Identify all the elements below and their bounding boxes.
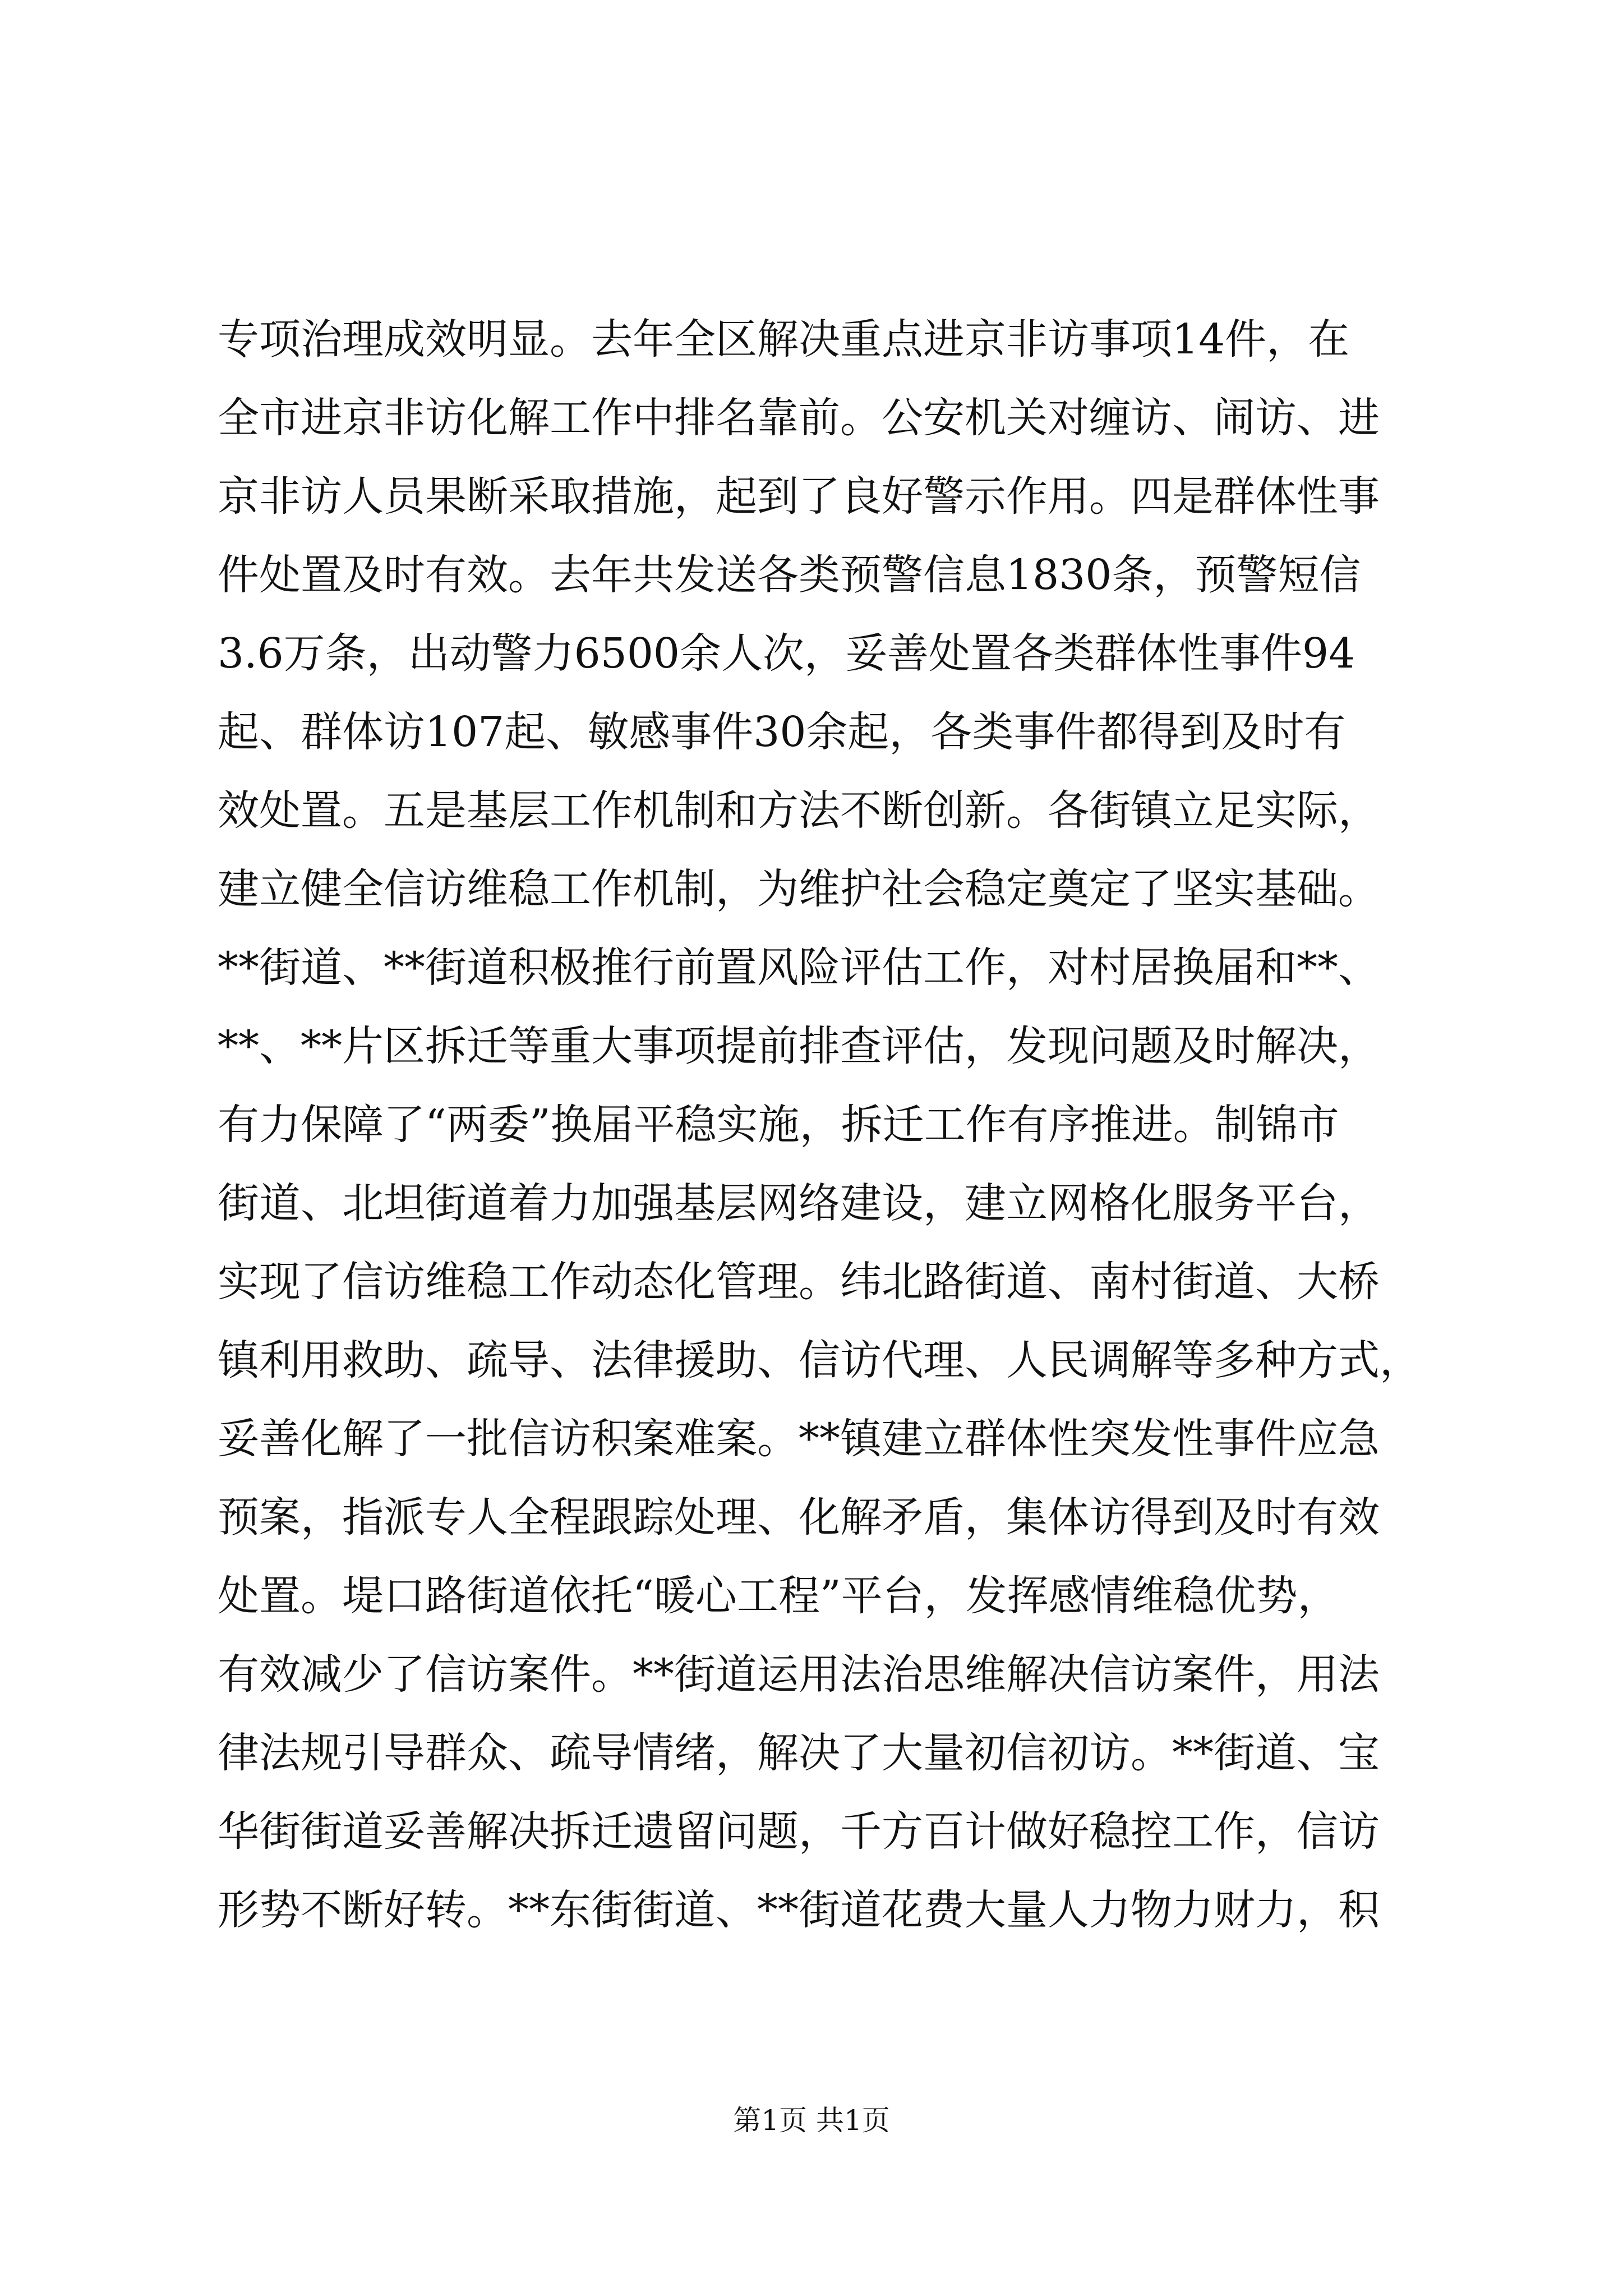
text-line: 件处置及时有效。去年共发送各类预警信息1830条，预警短信 — [218, 551, 1361, 599]
text-line: 全市进京非访化解工作中排名靠前。公安机关对缠访、闹访、进 — [218, 394, 1380, 442]
text-line: **、**片区拆迁等重大事项提前排查评估，发现问题及时解决， — [218, 1022, 1380, 1070]
text-line: 形势不断好转。**东街街道、**街道花费大量人力物力财力，积 — [218, 1886, 1380, 1934]
text-line: 专项治理成效明显。去年全区解决重点进京非访事项14件，在 — [218, 315, 1350, 364]
text-line: 律法规引导群众、疏导情绪，解决了大量初信初访。**街道、宝 — [218, 1729, 1380, 1777]
text-line: 实现了信访维稳工作动态化管理。纬北路街道、南村街道、大桥 — [218, 1258, 1380, 1306]
text-line: 有力保障了“两委”换届平稳实施，拆迁工作有序推进。制锦市 — [218, 1101, 1339, 1149]
page-footer — [0, 2101, 1623, 2140]
text-line: 3.6万条，出动警力6500余人次，妥善处置各类群体性事件94 — [218, 629, 1355, 678]
text-line: 效处置。五是基层工作机制和方法不断创新。各街镇立足实际， — [218, 786, 1380, 835]
text-line: 街道、北坦街道着力加强基层网络建设，建立网格化服务平台， — [218, 1179, 1380, 1227]
text-line: 处置。堤口路街道依托“暖心工程”平台，发挥感情维稳优势， — [218, 1572, 1339, 1620]
text-line: 起、群体访107起、敏感事件30余起，各类事件都得到及时有 — [218, 708, 1346, 756]
text-line: 华街街道妥善解决拆迁遗留问题，千方百计做好稳控工作，信访 — [218, 1807, 1380, 1856]
text-line: 有效减少了信访案件。**街道运用法治思维解决信访案件，用法 — [218, 1650, 1380, 1699]
body-paragraph — [218, 300, 1440, 1949]
text-line: **街道、**街道积极推行前置风险评估工作，对村居换届和**、 — [218, 944, 1380, 992]
page-number-label: 第1页 共1页 — [733, 2104, 890, 2137]
text-line: 镇利用救助、疏导、法律援助、信访代理、人民调解等多种方式， — [218, 1336, 1421, 1384]
text-line: 建立健全信访维稳工作机制，为维护社会稳定奠定了坚实基础。 — [218, 865, 1380, 913]
text-line: 京非访人员果断采取措施，起到了良好警示作用。四是群体性事 — [218, 472, 1380, 521]
text-line: 妥善化解了一批信访积案难案。**镇建立群体性突发性事件应急 — [218, 1415, 1380, 1463]
text-line: 预案，指派专人全程跟踪处理、化解矛盾，集体访得到及时有效 — [218, 1493, 1380, 1542]
